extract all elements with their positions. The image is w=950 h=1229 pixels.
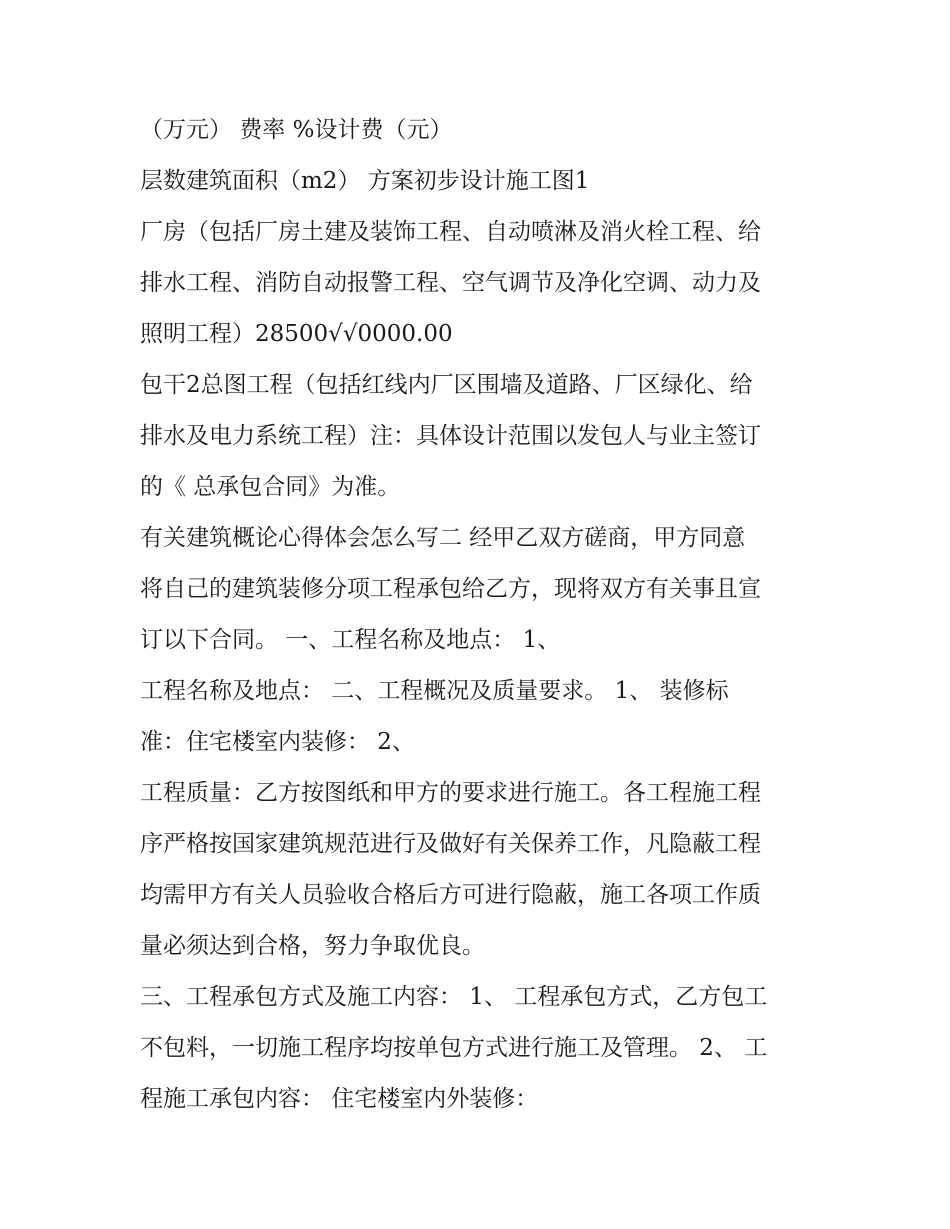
text-line: 排水工程、消防自动报警工程、空气调节及净化空调、动力及 [140, 270, 761, 296]
text-line: 均需甲方有关人员验收合格后方可进行隐蔽，施工各项工作质 [140, 882, 761, 908]
text-line: 有关建筑概论心得体会怎么写二 经甲乙双方磋商，甲方同意 [140, 525, 746, 551]
text-line: 三、工程承包方式及施工内容： 1、 工程承包方式，乙方包工 [140, 984, 768, 1010]
text-line: 工程名称及地点： 二、工程概况及质量要求。 1、 装修标 [140, 678, 729, 704]
text-line: 排水及电力系统工程）注：具体设计范围以发包人与业主签订 [140, 423, 761, 449]
text-line: 厂房（包括厂房土建及装饰工程、自动喷淋及消火栓工程、给 [140, 219, 761, 245]
text-line: 照明工程）28500√√0000.00 [140, 321, 453, 347]
text-line: （万元） 费率 %设计费（元） [140, 117, 453, 143]
text-line: 工程质量：乙方按图纸和甲方的要求进行施工。各工程施工程 [140, 780, 761, 806]
text-line: 序严格按国家建筑规范进行及做好有关保养工作，凡隐蔽工程 [140, 831, 761, 857]
text-line: 准：住宅楼室内装修： 2、 [140, 729, 415, 755]
text-line: 量必须达到合格，努力争取优良。 [140, 933, 485, 959]
text-line: 不包料，一切施工程序均按单包方式进行施工及管理。 2、 工 [140, 1035, 768, 1061]
text-line: 程施工承包内容： 住宅楼室内外装修： [140, 1086, 539, 1112]
text-line: 包干2总图工程（包括红线内厂区围墙及道路、厂区绿化、给 [140, 372, 753, 398]
text-line: 订以下合同。 一、工程名称及地点： 1、 [140, 627, 561, 653]
text-line: 将自己的建筑装修分项工程承包给乙方，现将双方有关事且宣 [140, 576, 761, 602]
document-body [140, 110, 820, 1130]
text-line: 层数建筑面积（m2） 方案初步设计施工图1 [140, 168, 590, 194]
text-line: 的《 总承包合同》为准。 [140, 474, 401, 500]
